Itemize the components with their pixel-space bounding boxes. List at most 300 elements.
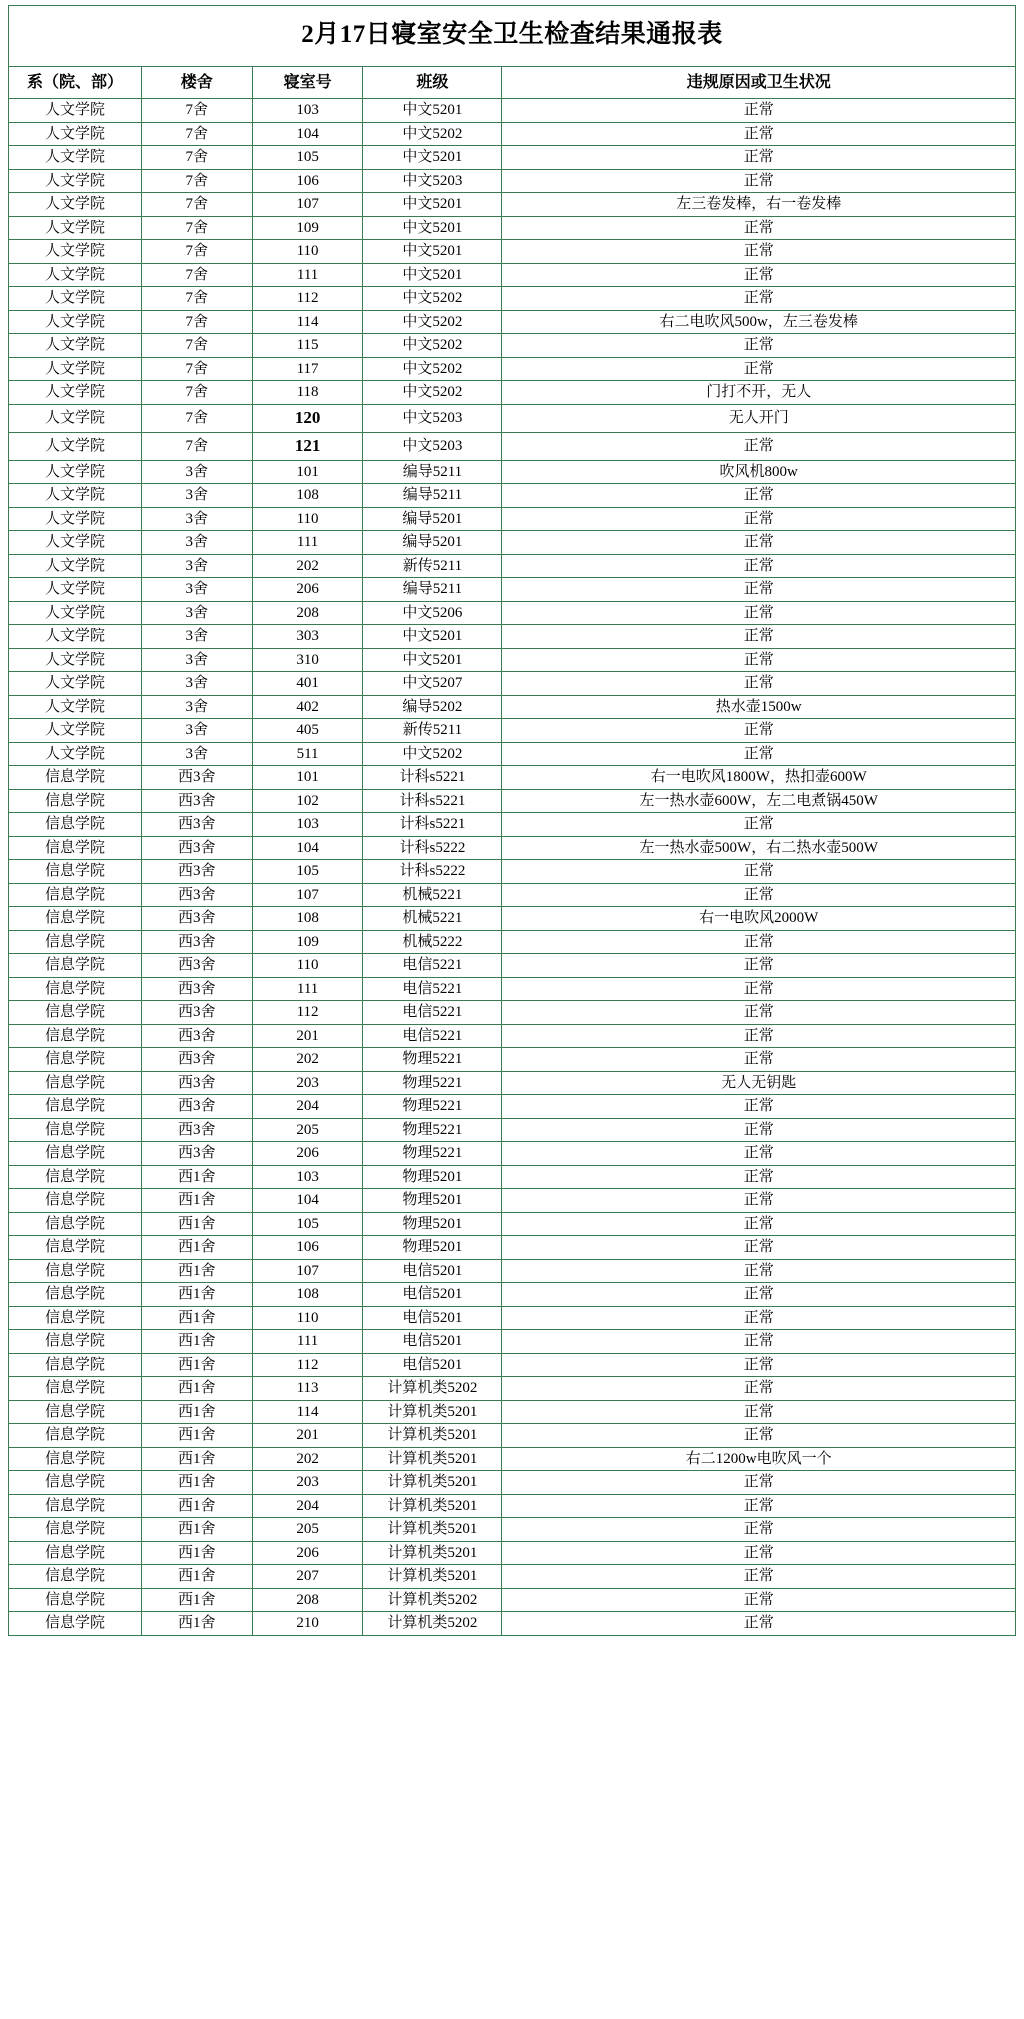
cell-department: 信息学院 — [9, 766, 142, 790]
table-row — [9, 1447, 1016, 1471]
cell-department: 人文学院 — [9, 432, 142, 460]
cell-room: 117 — [252, 357, 363, 381]
cell-department: 人文学院 — [9, 742, 142, 766]
cell-building: 7舍 — [141, 263, 252, 287]
cell-room: 202 — [252, 1048, 363, 1072]
cell-building: 西1舍 — [141, 1306, 252, 1330]
cell-remarks: 正常 — [502, 554, 1016, 578]
cell-room: 105 — [252, 860, 363, 884]
cell-class: 中文5201 — [363, 146, 502, 170]
cell-room: 114 — [252, 1400, 363, 1424]
cell-class: 中文5201 — [363, 193, 502, 217]
cell-room: 106 — [252, 1236, 363, 1260]
table-row — [9, 531, 1016, 555]
cell-remarks: 无人开门 — [502, 404, 1016, 432]
cell-building: 3舍 — [141, 648, 252, 672]
cell-remarks: 正常 — [502, 1306, 1016, 1330]
cell-remarks: 正常 — [502, 977, 1016, 1001]
cell-building: 西3舍 — [141, 907, 252, 931]
cell-building: 7舍 — [141, 334, 252, 358]
cell-class: 计科s5222 — [363, 860, 502, 884]
cell-class: 中文5203 — [363, 169, 502, 193]
cell-department: 人文学院 — [9, 169, 142, 193]
cell-room: 111 — [252, 263, 363, 287]
cell-department: 人文学院 — [9, 601, 142, 625]
cell-remarks: 正常 — [502, 432, 1016, 460]
cell-department: 信息学院 — [9, 1259, 142, 1283]
cell-building: 西1舍 — [141, 1377, 252, 1401]
cell-building: 西3舍 — [141, 883, 252, 907]
cell-building: 西1舍 — [141, 1494, 252, 1518]
cell-department: 人文学院 — [9, 648, 142, 672]
cell-department: 人文学院 — [9, 287, 142, 311]
table-row — [9, 1165, 1016, 1189]
cell-department: 人文学院 — [9, 240, 142, 264]
cell-remarks: 正常 — [502, 216, 1016, 240]
table-row — [9, 1118, 1016, 1142]
table-row — [9, 789, 1016, 813]
cell-building: 西1舍 — [141, 1518, 252, 1542]
cell-department: 信息学院 — [9, 1048, 142, 1072]
cell-remarks: 正常 — [502, 99, 1016, 123]
table-row — [9, 1330, 1016, 1354]
table-row — [9, 1189, 1016, 1213]
cell-room: 405 — [252, 719, 363, 743]
table-row — [9, 263, 1016, 287]
cell-remarks: 正常 — [502, 1189, 1016, 1213]
cell-department: 人文学院 — [9, 404, 142, 432]
cell-room: 112 — [252, 1001, 363, 1025]
cell-remarks: 正常 — [502, 357, 1016, 381]
cell-department: 人文学院 — [9, 99, 142, 123]
cell-remarks: 热水壶1500w — [502, 695, 1016, 719]
cell-building: 西3舍 — [141, 1142, 252, 1166]
cell-room: 511 — [252, 742, 363, 766]
table-row — [9, 907, 1016, 931]
cell-department: 人文学院 — [9, 460, 142, 484]
cell-class: 中文5202 — [363, 381, 502, 405]
cell-remarks: 右二1200w电吹风一个 — [502, 1447, 1016, 1471]
cell-department: 人文学院 — [9, 695, 142, 719]
cell-remarks: 正常 — [502, 648, 1016, 672]
cell-building: 西1舍 — [141, 1541, 252, 1565]
cell-room: 205 — [252, 1518, 363, 1542]
cell-department: 信息学院 — [9, 1353, 142, 1377]
cell-room: 205 — [252, 1118, 363, 1142]
cell-department: 人文学院 — [9, 193, 142, 217]
table-header-row — [9, 66, 1016, 99]
cell-department: 信息学院 — [9, 954, 142, 978]
table-row — [9, 169, 1016, 193]
cell-department: 信息学院 — [9, 883, 142, 907]
table-row — [9, 1518, 1016, 1542]
cell-class: 新传5211 — [363, 554, 502, 578]
cell-room: 106 — [252, 169, 363, 193]
cell-room: 108 — [252, 1283, 363, 1307]
cell-remarks: 正常 — [502, 1259, 1016, 1283]
cell-department: 信息学院 — [9, 1447, 142, 1471]
table-row — [9, 1494, 1016, 1518]
cell-room: 103 — [252, 99, 363, 123]
cell-department: 信息学院 — [9, 1541, 142, 1565]
table-row — [9, 404, 1016, 432]
cell-room: 105 — [252, 146, 363, 170]
cell-building: 西1舍 — [141, 1236, 252, 1260]
cell-department: 信息学院 — [9, 836, 142, 860]
cell-class: 中文5201 — [363, 240, 502, 264]
cell-remarks: 正常 — [502, 1142, 1016, 1166]
cell-room: 111 — [252, 1330, 363, 1354]
cell-building: 西1舍 — [141, 1447, 252, 1471]
cell-building: 3舍 — [141, 719, 252, 743]
cell-room: 202 — [252, 554, 363, 578]
cell-remarks: 吹风机800w — [502, 460, 1016, 484]
cell-room: 203 — [252, 1071, 363, 1095]
cell-department: 信息学院 — [9, 1424, 142, 1448]
table-row — [9, 507, 1016, 531]
cell-building: 西3舍 — [141, 1071, 252, 1095]
cell-class: 编导5211 — [363, 484, 502, 508]
cell-room: 109 — [252, 216, 363, 240]
cell-room: 120 — [252, 404, 363, 432]
cell-building: 3舍 — [141, 742, 252, 766]
cell-class: 中文5202 — [363, 357, 502, 381]
table-row — [9, 813, 1016, 837]
cell-remarks: 正常 — [502, 601, 1016, 625]
cell-class: 中文5203 — [363, 432, 502, 460]
cell-building: 7舍 — [141, 310, 252, 334]
cell-department: 信息学院 — [9, 1306, 142, 1330]
cell-building: 西3舍 — [141, 836, 252, 860]
cell-department: 人文学院 — [9, 672, 142, 696]
table-row — [9, 1142, 1016, 1166]
table-row — [9, 1048, 1016, 1072]
cell-building: 西3舍 — [141, 954, 252, 978]
cell-remarks: 正常 — [502, 1565, 1016, 1589]
cell-building: 3舍 — [141, 554, 252, 578]
table-row — [9, 1400, 1016, 1424]
cell-room: 115 — [252, 334, 363, 358]
cell-building: 7舍 — [141, 169, 252, 193]
cell-building: 西3舍 — [141, 789, 252, 813]
cell-building: 西3舍 — [141, 1048, 252, 1072]
cell-class: 电信5221 — [363, 1024, 502, 1048]
cell-room: 112 — [252, 1353, 363, 1377]
cell-room: 108 — [252, 484, 363, 508]
cell-remarks: 正常 — [502, 146, 1016, 170]
cell-class: 电信5201 — [363, 1306, 502, 1330]
cell-building: 7舍 — [141, 122, 252, 146]
table-row — [9, 122, 1016, 146]
column-header-class: 班级 — [363, 66, 502, 99]
cell-room: 206 — [252, 1142, 363, 1166]
cell-room: 208 — [252, 601, 363, 625]
cell-class: 计算机类5201 — [363, 1565, 502, 1589]
table-row — [9, 287, 1016, 311]
cell-building: 西3舍 — [141, 813, 252, 837]
cell-class: 新传5211 — [363, 719, 502, 743]
table-row — [9, 1095, 1016, 1119]
cell-remarks: 正常 — [502, 860, 1016, 884]
table-row — [9, 554, 1016, 578]
cell-room: 104 — [252, 836, 363, 860]
table-row — [9, 719, 1016, 743]
cell-class: 中文5202 — [363, 742, 502, 766]
column-header-building: 楼舍 — [141, 66, 252, 99]
cell-remarks: 正常 — [502, 1095, 1016, 1119]
cell-building: 西3舍 — [141, 977, 252, 1001]
cell-building: 西1舍 — [141, 1400, 252, 1424]
cell-department: 人文学院 — [9, 507, 142, 531]
cell-remarks: 正常 — [502, 1541, 1016, 1565]
cell-class: 计算机类5201 — [363, 1494, 502, 1518]
table-row — [9, 1471, 1016, 1495]
cell-building: 西1舍 — [141, 1189, 252, 1213]
table-row — [9, 193, 1016, 217]
table-row — [9, 357, 1016, 381]
cell-remarks: 正常 — [502, 813, 1016, 837]
cell-department: 信息学院 — [9, 1142, 142, 1166]
table-row — [9, 484, 1016, 508]
cell-department: 人文学院 — [9, 310, 142, 334]
cell-department: 人文学院 — [9, 554, 142, 578]
table-row — [9, 460, 1016, 484]
cell-room: 201 — [252, 1424, 363, 1448]
table-row — [9, 648, 1016, 672]
cell-class: 计算机类5201 — [363, 1541, 502, 1565]
cell-class: 计算机类5201 — [363, 1400, 502, 1424]
cell-department: 信息学院 — [9, 1330, 142, 1354]
cell-remarks: 正常 — [502, 1424, 1016, 1448]
cell-remarks: 无人无钥匙 — [502, 1071, 1016, 1095]
table-row — [9, 310, 1016, 334]
cell-class: 计算机类5201 — [363, 1424, 502, 1448]
cell-remarks: 正常 — [502, 1118, 1016, 1142]
cell-class: 中文5201 — [363, 625, 502, 649]
cell-building: 3舍 — [141, 578, 252, 602]
table-row — [9, 860, 1016, 884]
table-body — [9, 99, 1016, 1636]
cell-department: 信息学院 — [9, 1024, 142, 1048]
cell-class: 电信5201 — [363, 1259, 502, 1283]
cell-department: 人文学院 — [9, 334, 142, 358]
cell-building: 西1舍 — [141, 1612, 252, 1636]
cell-remarks: 左一热水壶500W，右二热水壶500W — [502, 836, 1016, 860]
cell-room: 310 — [252, 648, 363, 672]
cell-class: 中文5201 — [363, 216, 502, 240]
cell-class: 计算机类5201 — [363, 1447, 502, 1471]
cell-building: 西1舍 — [141, 1565, 252, 1589]
cell-building: 7舍 — [141, 99, 252, 123]
cell-class: 计算机类5201 — [363, 1471, 502, 1495]
table-row — [9, 578, 1016, 602]
table-row — [9, 1071, 1016, 1095]
cell-building: 7舍 — [141, 216, 252, 240]
table-row — [9, 836, 1016, 860]
cell-department: 人文学院 — [9, 263, 142, 287]
cell-remarks: 正常 — [502, 578, 1016, 602]
cell-room: 204 — [252, 1095, 363, 1119]
cell-department: 信息学院 — [9, 1165, 142, 1189]
cell-class: 电信5201 — [363, 1283, 502, 1307]
cell-remarks: 正常 — [502, 1494, 1016, 1518]
cell-class: 中文5202 — [363, 334, 502, 358]
cell-building: 西3舍 — [141, 1024, 252, 1048]
cell-department: 人文学院 — [9, 531, 142, 555]
cell-class: 中文5201 — [363, 99, 502, 123]
cell-class: 中文5203 — [363, 404, 502, 432]
cell-room: 121 — [252, 432, 363, 460]
cell-room: 101 — [252, 766, 363, 790]
cell-department: 信息学院 — [9, 1118, 142, 1142]
cell-remarks: 右一电吹风1800W，热扣壶600W — [502, 766, 1016, 790]
cell-room: 201 — [252, 1024, 363, 1048]
cell-room: 111 — [252, 531, 363, 555]
cell-department: 信息学院 — [9, 860, 142, 884]
cell-building: 7舍 — [141, 404, 252, 432]
table-row — [9, 1001, 1016, 1025]
table-row — [9, 1306, 1016, 1330]
cell-class: 中文5206 — [363, 601, 502, 625]
cell-class: 计算机类5202 — [363, 1612, 502, 1636]
cell-department: 信息学院 — [9, 813, 142, 837]
cell-department: 人文学院 — [9, 578, 142, 602]
cell-department: 信息学院 — [9, 1471, 142, 1495]
cell-room: 110 — [252, 240, 363, 264]
cell-building: 西1舍 — [141, 1471, 252, 1495]
cell-remarks: 正常 — [502, 507, 1016, 531]
cell-room: 210 — [252, 1612, 363, 1636]
cell-department: 人文学院 — [9, 216, 142, 240]
cell-class: 计科s5221 — [363, 789, 502, 813]
cell-room: 206 — [252, 578, 363, 602]
table-row — [9, 240, 1016, 264]
cell-remarks: 正常 — [502, 1518, 1016, 1542]
cell-room: 101 — [252, 460, 363, 484]
cell-remarks: 正常 — [502, 169, 1016, 193]
cell-remarks: 正常 — [502, 240, 1016, 264]
cell-room: 104 — [252, 1189, 363, 1213]
cell-class: 计算机类5201 — [363, 1518, 502, 1542]
cell-room: 109 — [252, 930, 363, 954]
cell-building: 西1舍 — [141, 1165, 252, 1189]
cell-remarks: 正常 — [502, 719, 1016, 743]
cell-remarks: 正常 — [502, 287, 1016, 311]
table-row — [9, 1024, 1016, 1048]
cell-department: 信息学院 — [9, 1095, 142, 1119]
cell-class: 机械5221 — [363, 883, 502, 907]
cell-department: 人文学院 — [9, 381, 142, 405]
cell-department: 信息学院 — [9, 1588, 142, 1612]
cell-remarks: 正常 — [502, 1283, 1016, 1307]
cell-room: 103 — [252, 813, 363, 837]
cell-remarks: 正常 — [502, 1048, 1016, 1072]
cell-room: 204 — [252, 1494, 363, 1518]
cell-class: 计算机类5202 — [363, 1588, 502, 1612]
cell-class: 物理5201 — [363, 1212, 502, 1236]
cell-building: 西3舍 — [141, 766, 252, 790]
cell-room: 105 — [252, 1212, 363, 1236]
cell-class: 物理5201 — [363, 1236, 502, 1260]
cell-remarks: 正常 — [502, 625, 1016, 649]
cell-room: 114 — [252, 310, 363, 334]
cell-department: 信息学院 — [9, 907, 142, 931]
column-header-department: 系（院、部） — [9, 66, 142, 99]
table-row — [9, 1212, 1016, 1236]
cell-remarks: 左三卷发棒，右一卷发棒 — [502, 193, 1016, 217]
cell-remarks: 正常 — [502, 1353, 1016, 1377]
cell-class: 电信5221 — [363, 1001, 502, 1025]
cell-remarks: 正常 — [502, 1612, 1016, 1636]
cell-class: 物理5201 — [363, 1165, 502, 1189]
cell-class: 物理5221 — [363, 1048, 502, 1072]
cell-building: 西3舍 — [141, 1118, 252, 1142]
cell-class: 中文5202 — [363, 310, 502, 334]
cell-room: 207 — [252, 1565, 363, 1589]
cell-department: 信息学院 — [9, 1377, 142, 1401]
cell-class: 编导5211 — [363, 460, 502, 484]
cell-building: 7舍 — [141, 381, 252, 405]
cell-department: 人文学院 — [9, 625, 142, 649]
cell-room: 107 — [252, 883, 363, 907]
cell-room: 110 — [252, 507, 363, 531]
cell-class: 中文5202 — [363, 122, 502, 146]
cell-class: 编导5211 — [363, 578, 502, 602]
cell-remarks: 正常 — [502, 1471, 1016, 1495]
cell-building: 西1舍 — [141, 1283, 252, 1307]
table-row — [9, 1353, 1016, 1377]
cell-department: 信息学院 — [9, 1494, 142, 1518]
cell-class: 物理5221 — [363, 1118, 502, 1142]
cell-remarks: 正常 — [502, 1212, 1016, 1236]
table-row — [9, 954, 1016, 978]
cell-remarks: 正常 — [502, 930, 1016, 954]
cell-remarks: 正常 — [502, 742, 1016, 766]
cell-building: 西1舍 — [141, 1212, 252, 1236]
cell-room: 202 — [252, 1447, 363, 1471]
table-row — [9, 1283, 1016, 1307]
cell-building: 西1舍 — [141, 1588, 252, 1612]
table-row — [9, 1424, 1016, 1448]
table-row — [9, 601, 1016, 625]
cell-class: 机械5221 — [363, 907, 502, 931]
cell-department: 信息学院 — [9, 1236, 142, 1260]
cell-remarks: 正常 — [502, 883, 1016, 907]
cell-class: 计科s5221 — [363, 766, 502, 790]
cell-room: 112 — [252, 287, 363, 311]
cell-class: 中文5201 — [363, 263, 502, 287]
table-row — [9, 977, 1016, 1001]
cell-building: 3舍 — [141, 601, 252, 625]
cell-remarks: 正常 — [502, 1588, 1016, 1612]
cell-department: 人文学院 — [9, 357, 142, 381]
cell-building: 3舍 — [141, 625, 252, 649]
cell-room: 118 — [252, 381, 363, 405]
cell-building: 西1舍 — [141, 1259, 252, 1283]
cell-room: 108 — [252, 907, 363, 931]
cell-room: 107 — [252, 193, 363, 217]
cell-room: 113 — [252, 1377, 363, 1401]
cell-building: 西3舍 — [141, 1001, 252, 1025]
inspection-results-table — [8, 66, 1016, 1636]
cell-department: 人文学院 — [9, 122, 142, 146]
cell-building: 3舍 — [141, 695, 252, 719]
cell-building: 7舍 — [141, 240, 252, 264]
cell-class: 电信5221 — [363, 954, 502, 978]
cell-department: 人文学院 — [9, 719, 142, 743]
cell-department: 人文学院 — [9, 146, 142, 170]
cell-class: 物理5201 — [363, 1189, 502, 1213]
